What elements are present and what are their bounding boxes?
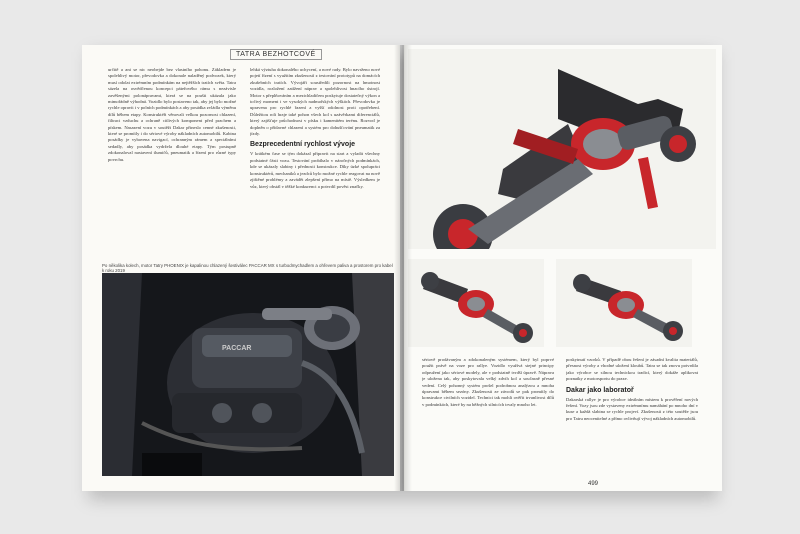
axle-render-small-right xyxy=(556,259,692,347)
axle-diagram-small-right xyxy=(556,259,692,347)
right-column-2-text-b: Dakarská rallye je pro výrobce ideálním místem k prověření nových řešení. Vozy jsou zde vystaveny extrémnímu namáhání po mnoho dní v kuse a každá slabina se rychle projeví. Zkušenosti z této soutěže jsou pro Tatru neocenitelné a přímo ovlivňují vývoj nákladních automobilů. xyxy=(566,396,698,421)
right-column-1-text: sériově prodávaným a zdokonaleným systémem, který byl poprvé použit právě na voze pro rallye. Vozidlo využívá stejné principy odpružení jako sériové modely, ale v podstatně tvrdší úpravě. Náprava je uložena tak, aby poskytovala velký zdvih kol a současně přesné vedení. Celý pohonný systém prošel podrobnou analýzou a mnoha úpravami během sezóny. Zkušenosti ze závodů se pak promítly do konstrukce civilních vozidel. Technici tak mohli ověřit trvanlivost dílů v podmínkách, které by na běžných silnicích trvaly mnoho let. xyxy=(422,357,554,407)
left-page xyxy=(82,45,400,491)
magazine-spread xyxy=(82,45,722,493)
book-gutter xyxy=(394,45,412,491)
engine-illustration xyxy=(102,273,394,476)
left-column-2 xyxy=(250,67,380,261)
left-column-2-text-b: V krátkém čase se tým dokázal připravit na start a vyladit všechny podstatné části vozu. Testování probíhalo v náročných podmínkách, kde se ukázaly slabiny i přednosti konstrukce. Díky úzké spolupráci konstruktérů, mechaniků a jezdců bylo možné rychle reagovat na nově zjištěné problémy a zavádět zlepšení přímo na místě. Výsledkem je vůz, který obstál v těžké konkurenci a potvrdil pověst značky. xyxy=(250,151,380,189)
photo-caption: Po několika kolech, motor Tatry PHOENIX je kapalinou chlazený šestiválec PACCAR MX s turbodmychadlem a ohřevem paliva a prostorem pro kabel k roku 2019 xyxy=(102,263,393,273)
section-header-tab: TATRA BEZHOTCOVÉ xyxy=(230,49,322,60)
axle-diagram-large xyxy=(408,49,716,249)
page-number: 499 xyxy=(588,481,599,487)
engine-photo xyxy=(102,273,394,476)
left-column-1-text: určitě a ani se nic neobejde bez vlastního pohonu. Základem je spolehlivý motor, převodovka a dokonale naladěný podvozek, který musí odolat extrémním podmínkám na nejtěžších tratích světa. Tatra sázela na osvědčenou koncepci páteřového rámu s nezávisle zavěšenými polonápravami, která se na poušti ukázala jako mimořádně výhodná. Vozidlo bylo postaveno tak, aby jej bylo možné rychle opravit i v polních podmínkách a aby posádka zvládla výměnu dílů během etapy. Konstruktéři věnovali velkou pozornost chlazení, filtraci vzduchu a ochraně citlivých komponent před prachem a pískem. Nasazení vozu v soutěži Dakar přineslo cenné zkušenosti, které se promítly i do sériové výroby nákladních automobilů. Kabina posádky je vybavena navigací, ochranným rámem a speciálními sedadly, aby posádka vydržela dlouhé etapy. Tým postupně zdokonaloval nastavení tlumičů, pneumatik a řízení pro různé typy povrchu. xyxy=(108,67,236,162)
axle-render-small-left xyxy=(408,259,544,347)
axle-diagram-small-left xyxy=(408,259,544,347)
axle-render-large xyxy=(408,49,716,249)
left-column-1 xyxy=(108,67,236,261)
right-column-2 xyxy=(566,357,698,479)
right-column-2-text: poskytnutí vzorků. V případě obou řešení je zásadní kvalita materiálů, přesnost výroby a vhodné uložení kloubů. Tatra se tak znovu potvrdila jako výrobce se silnou technickou tradicí, který dokáže aplikovat poznatky z motorsportu do praxe. xyxy=(566,357,698,382)
right-column-1 xyxy=(422,357,554,483)
engine-brand-label: PACCAR xyxy=(222,345,252,352)
right-subheading: Dakar jako laboratoř xyxy=(566,386,634,394)
left-subheading: Bezprecedentní rychlost vývoje xyxy=(250,141,356,149)
left-column-2-text: lehká výztuha dokonalého uchycení, a nové rady. Bylo navrženo nové pojetí řízení s využitím zkušeností z testování prototypů na domácích zkušebních tratích. Vývojáři soustředili pozornost na hmotnost vozidla, rozložení zatížení náprav a spolehlivost hnacího ústrojí. Motor s přeplňováním a mezichladičem poskytuje dostatečný výkon a točivý moment i ve vysokých nadmořských výškách. Převodovka je upravena pro rychlé řazení a vyšší odolnost proti opotřebení. Důležitou roli hraje také pohon všech kol s uzávěrkami diferenciálů, který zajišťuje průchodnost v písku i kamenitém terénu. Rozvod je doplněn o přídavné chlazení a systém pro dohušťování pneumatik za jízdy. xyxy=(250,67,380,137)
right-page xyxy=(404,45,722,491)
